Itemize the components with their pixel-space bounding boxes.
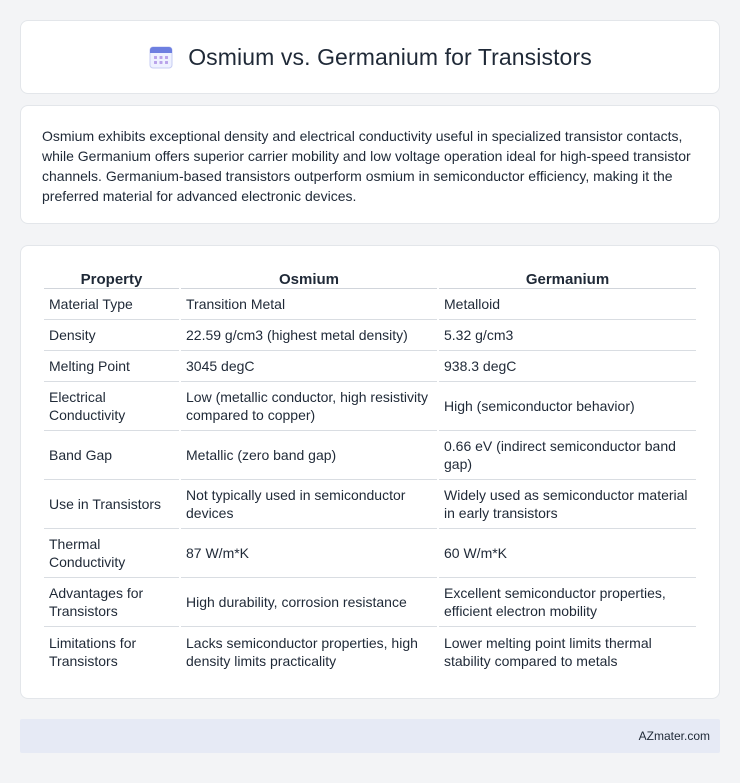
title-card	[20, 20, 720, 94]
table-row	[44, 578, 696, 627]
osmium-cell: 22.59 g/cm3 (highest metal density)	[181, 320, 437, 351]
property-cell: Thermal Conductivity	[44, 529, 179, 578]
header-germanium: Germanium	[439, 263, 696, 289]
property-cell: Material Type	[44, 289, 179, 320]
osmium-cell: High durability, corrosion resistance	[181, 578, 437, 627]
table-row	[44, 627, 696, 676]
table-header-row	[44, 263, 696, 289]
germanium-cell: Lower melting point limits thermal stability compared to metals	[444, 634, 652, 669]
table-row	[44, 431, 696, 480]
germanium-cell: 5.32 g/cm3	[439, 320, 696, 351]
footer-source: AZmater.com	[638, 729, 710, 743]
table-row	[44, 480, 696, 529]
germanium-cell: Metalloid	[439, 289, 696, 320]
intro-card	[20, 105, 720, 224]
comparison-table-card	[20, 245, 720, 699]
table-row	[44, 320, 696, 351]
property-cell: Advantages for Transistors	[44, 578, 179, 627]
property-cell: Band Gap	[44, 431, 179, 480]
germanium-cell: Excellent semiconductor properties, efficient electron mobility	[439, 578, 696, 627]
header-property: Property	[44, 263, 179, 289]
property-cell: Melting Point	[44, 351, 179, 382]
germanium-cell: High (semiconductor behavior)	[439, 382, 696, 431]
header-osmium: Osmium	[181, 263, 437, 289]
germanium-cell: 938.3 degC	[439, 351, 696, 382]
osmium-cell: 87 W/m*K	[181, 529, 437, 578]
table-row	[44, 351, 696, 382]
table-row	[44, 289, 696, 320]
germanium-cell: 0.66 eV (indirect semiconductor band gap)	[439, 431, 696, 480]
osmium-cell: Lacks semiconductor properties, high density limits practicality	[186, 634, 418, 669]
table-row	[44, 529, 696, 578]
intro-paragraph: Osmium exhibits exceptional density and electrical conductivity useful in specialized transistor contacts, while Germanium offers superior carrier mobility and low voltage operation ideal for high-speed transistor channels. Germanium-based transistors outperform osmium in semiconductor efficiency, making it the preferred material for advanced electronic devices.	[42, 128, 691, 204]
property-cell: Electrical Conductivity	[44, 382, 179, 431]
comparison-table	[42, 263, 698, 676]
table-row	[44, 382, 696, 431]
germanium-cell: Widely used as semiconductor material in early transistors	[439, 480, 696, 529]
page-title: Osmium vs. Germanium for Transistors	[188, 43, 592, 70]
title-wrap	[148, 44, 592, 71]
germanium-cell: 60 W/m*K	[439, 529, 696, 578]
property-cell: Limitations for Transistors	[49, 634, 137, 669]
osmium-cell: Low (metallic conductor, high resistivity compared to copper)	[181, 382, 437, 431]
osmium-cell: 3045 degC	[181, 351, 437, 382]
calendar-icon	[148, 44, 174, 70]
footer	[20, 719, 720, 753]
osmium-cell: Metallic (zero band gap)	[181, 431, 437, 480]
osmium-cell: Transition Metal	[181, 289, 437, 320]
property-cell: Density	[44, 320, 179, 351]
osmium-cell: Not typically used in semiconductor devices	[181, 480, 437, 529]
property-cell: Use in Transistors	[44, 480, 179, 529]
